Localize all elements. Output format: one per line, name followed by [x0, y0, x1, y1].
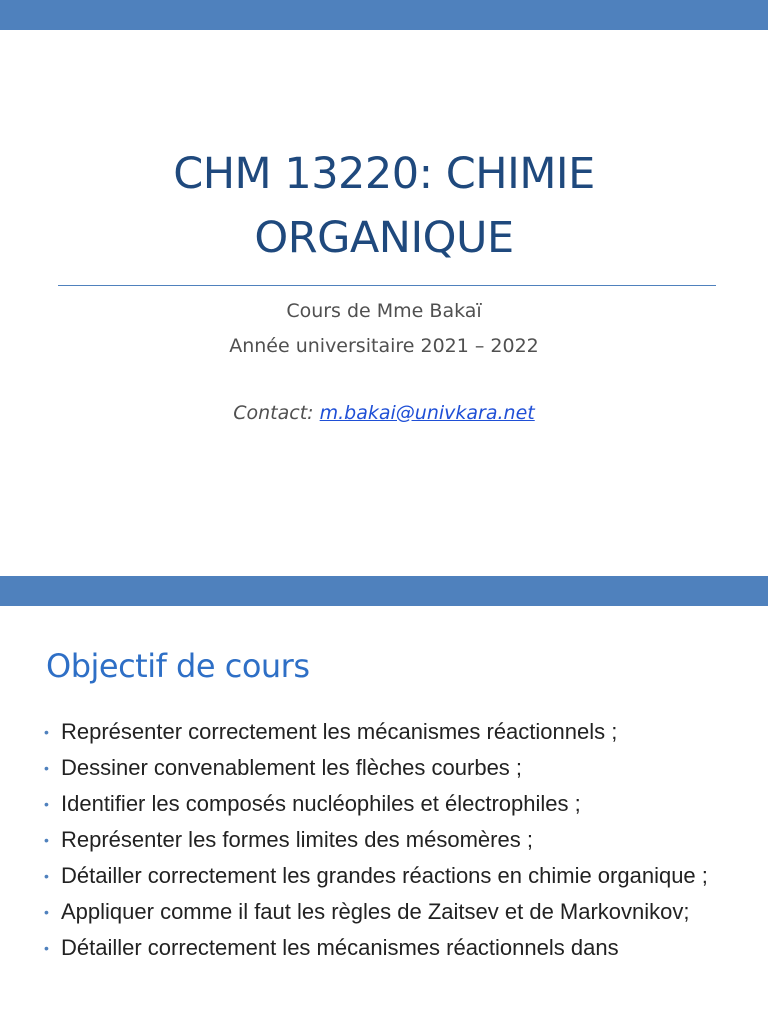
bullet-icon: •: [44, 724, 49, 740]
list-item-text: Dessiner convenablement les flèches courbes ;: [61, 755, 523, 780]
slide-separator-band: [0, 576, 768, 606]
bullet-icon: •: [44, 940, 49, 956]
slide-top-band: [0, 0, 768, 30]
list-item-text: Identifier les composés nucléophiles et électrophiles ;: [61, 791, 581, 816]
list-item: [44, 896, 744, 928]
contact-label: Contact:: [233, 402, 320, 424]
list-item-text: Représenter les formes limites des mésomères ;: [61, 827, 533, 852]
list-item: [44, 932, 744, 964]
objectives-heading: Objectif de cours: [46, 647, 310, 685]
list-item: [44, 752, 744, 784]
list-item: [44, 824, 744, 856]
bullet-icon: •: [44, 904, 49, 920]
list-item: [44, 716, 744, 748]
slide-title-line-2: ORGANIQUE: [254, 213, 514, 263]
list-item-text: Représenter correctement les mécanismes réactionnels ;: [61, 719, 618, 744]
bullet-icon: •: [44, 868, 49, 884]
title-divider: [58, 285, 716, 286]
list-item-text: Détailler correctement les grandes réactions en chimie organique ;: [61, 863, 708, 888]
list-item-text: Appliquer comme il faut les règles de Zaitsev et de Markovnikov;: [61, 899, 690, 924]
list-item: [44, 788, 744, 820]
bullet-icon: •: [44, 832, 49, 848]
bullet-icon: •: [44, 760, 49, 776]
academic-year: Année universitaire 2021 – 2022: [229, 335, 539, 357]
list-item-text: Détailler correctement les mécanismes réactionnels dans: [61, 935, 619, 960]
list-item: [44, 860, 744, 892]
slide-title: [40, 142, 728, 270]
course-instructor: Cours de Mme Bakaï: [286, 300, 482, 322]
bullet-icon: •: [44, 796, 49, 812]
objectives-list: [44, 716, 744, 968]
contact-email-link[interactable]: m.bakai@univkara.net: [319, 402, 535, 424]
contact-line: [0, 399, 768, 427]
slide-title-line-1: CHM 13220: CHIMIE: [173, 149, 595, 199]
